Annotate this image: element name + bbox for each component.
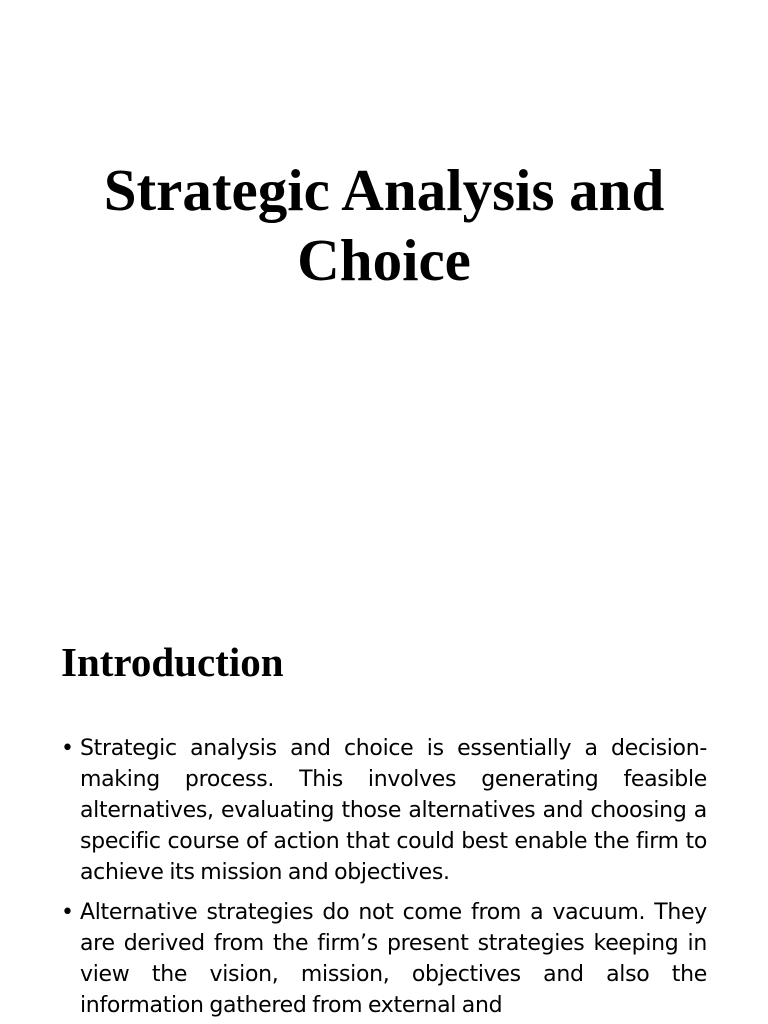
introduction-slide	[0, 576, 768, 1024]
bullet-item-1	[61, 733, 707, 888]
introduction-heading: Introduction	[61, 639, 284, 685]
slide-title	[40, 155, 728, 295]
bullet-text-2: Alternative strategies do not come from a vacuum. They are derived from the firm’s present strategies keeping in view the vision, mission, objectives and also the information gathered from external and	[80, 900, 707, 1018]
bullet-icon: •	[61, 736, 74, 761]
slide-title-line-2: Choice	[297, 227, 471, 293]
bullet-item-2	[61, 897, 707, 1021]
bullet-list	[61, 733, 707, 1024]
bullet-text-1: Strategic analysis and choice is essentially a decision-making process. This involves generating feasible alternatives, evaluating those alternatives and choosing a specific course of action that could best enable the firm to achieve its mission and objectives.	[80, 736, 707, 885]
bullet-icon: •	[61, 900, 74, 925]
slide-title-line-1: Strategic Analysis and	[103, 157, 665, 223]
